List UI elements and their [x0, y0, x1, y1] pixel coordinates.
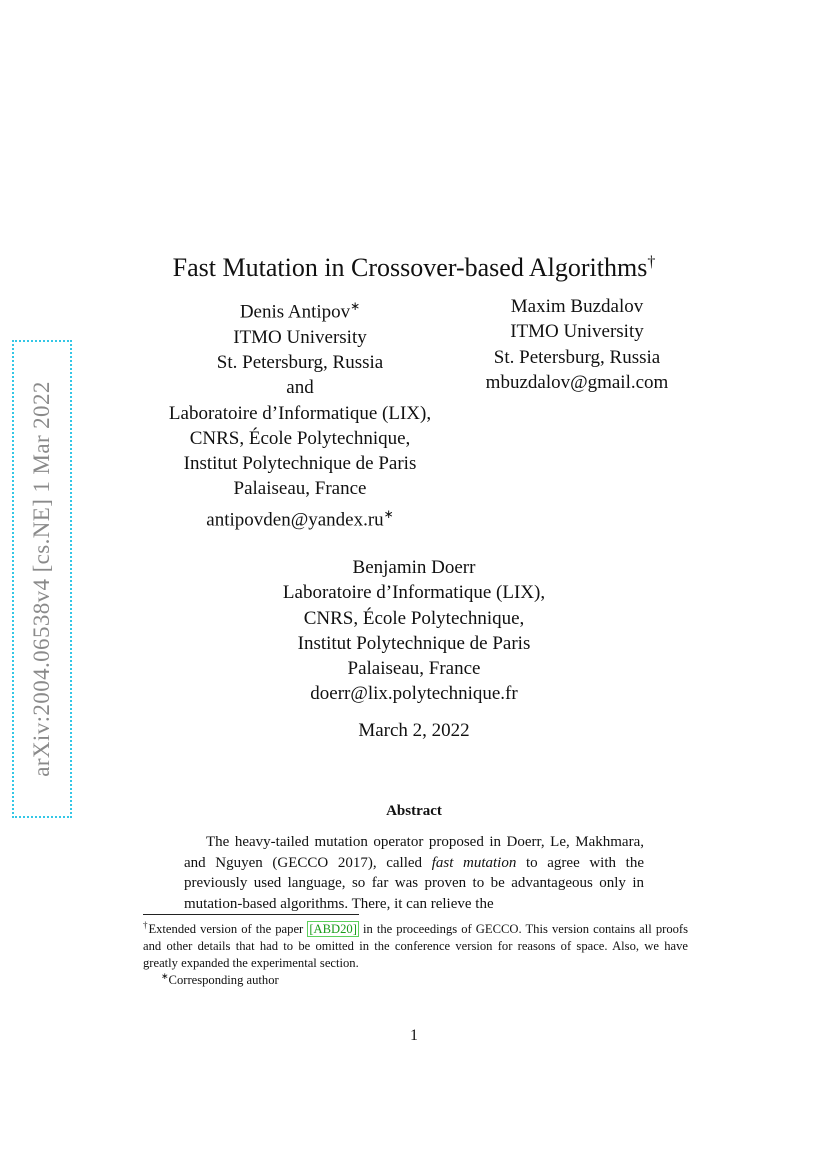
footnote-divider: [143, 914, 359, 915]
affiliation-line: CNRS, École Polytechnique,: [189, 427, 411, 449]
abstract-text: The heavy-tailed mutation operator proposed in Doerr, Le, Makhmara, and Nguyen (GECCO 2017), called: [184, 834, 644, 871]
affiliation-line: ITMO University: [510, 321, 644, 343]
affiliation-line: CNRS, École Polytechnique,: [303, 607, 525, 629]
author-email: doerr@lix.polytechnique.fr: [310, 683, 518, 705]
author-name: Benjamin Doerr: [352, 557, 476, 578]
author-email: mbuzdalov@gmail.com: [485, 371, 669, 393]
footnote-mark: †: [143, 919, 149, 930]
footnote-text: Corresponding author: [168, 973, 279, 987]
abstract-body: [184, 832, 644, 914]
title-footnote-mark[interactable]: †: [647, 253, 656, 271]
author-name: [140, 294, 460, 325]
affiliation-line: St. Petersburg, Russia: [216, 351, 384, 373]
footnote-text: Extended version of the paper: [148, 922, 308, 936]
author-name: Maxim Buzdalov: [510, 296, 644, 317]
author-email-text: antipovden@yandex.ru: [206, 509, 384, 531]
abstract-emphasis: fast mutation: [431, 854, 517, 871]
arxiv-stamp[interactable]: [12, 340, 72, 818]
affiliation-line: Laboratoire d’Informatique (LIX),: [282, 582, 546, 604]
footnote-extended-version: [143, 921, 688, 972]
author-email: [140, 502, 460, 533]
paper-title: [0, 253, 828, 283]
affiliation-line: ITMO University: [233, 326, 367, 348]
affiliation-line: and: [286, 377, 314, 399]
footnotes: [143, 921, 688, 989]
paper-date: March 2, 2022: [358, 720, 470, 741]
affiliation-line: Palaiseau, France: [233, 478, 367, 500]
footnote-mark: ∗: [161, 970, 169, 981]
citation-link[interactable]: [ABD20]: [309, 922, 357, 936]
page-number: 1: [410, 1027, 418, 1044]
author-block-doerr: [234, 555, 594, 707]
affiliation-line: Laboratoire d’Informatique (LIX),: [168, 402, 432, 424]
affiliation-line: St. Petersburg, Russia: [493, 346, 661, 368]
author-name-text: Denis Antipov: [239, 301, 351, 323]
affiliation-line: Palaiseau, France: [347, 658, 481, 680]
corresponding-mark[interactable]: ∗: [350, 299, 361, 313]
footnote-corresponding-author: [143, 972, 688, 989]
footnote-text: in the proceedings of GECCO. This version contains all proofs and other details that had to be omitted in the conference version for reasons of space. Also, we have greatly expanded the experimental section.: [143, 922, 689, 970]
paper-title-text: Fast Mutation in Crossover-based Algorithms: [172, 253, 648, 283]
corresponding-mark[interactable]: ∗: [383, 506, 394, 521]
abstract-text: to agree with the previously used language, so far was proven to be advantageous only in mutation-based algorithms. There, it can relieve the: [184, 854, 644, 912]
author-block-buzdalov: [458, 294, 696, 395]
affiliation-line: Institut Polytechnique de Paris: [183, 453, 417, 475]
abstract-heading: Abstract: [386, 803, 442, 819]
affiliation-line: Institut Polytechnique de Paris: [297, 632, 531, 654]
arxiv-stamp-text[interactable]: arXiv:2004.06538v4 [cs.NE] 1 Mar 2022: [29, 381, 54, 777]
author-block-antipov: [140, 294, 460, 532]
